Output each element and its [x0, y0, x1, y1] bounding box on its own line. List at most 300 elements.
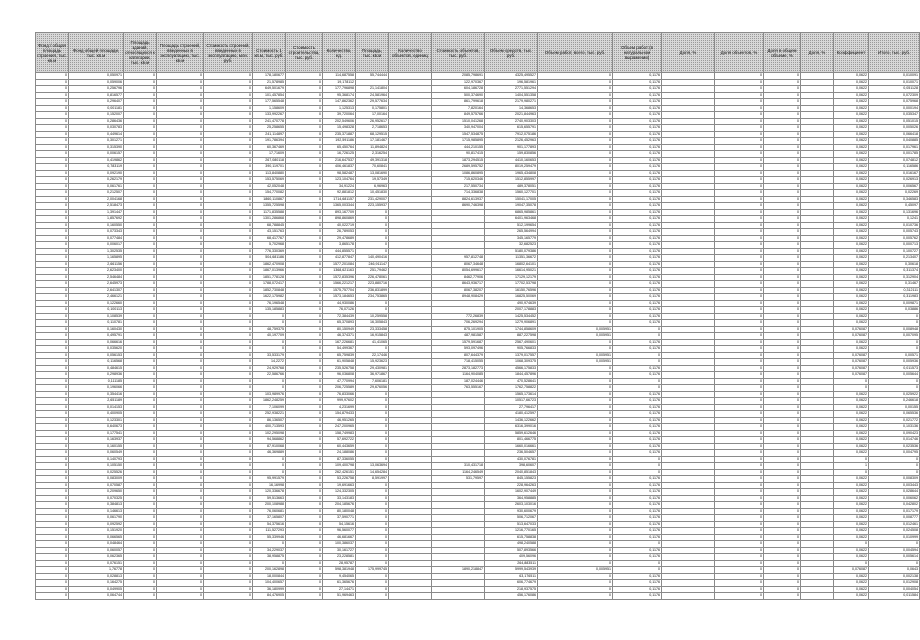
table-cell[interactable]: 1860,110867	[253, 196, 286, 203]
table-cell[interactable]: 0	[204, 157, 253, 164]
table-cell[interactable]: 715,620346	[432, 177, 485, 184]
table-cell[interactable]: 0,160550	[69, 222, 124, 229]
table-cell[interactable]	[662, 593, 715, 600]
table-cell[interactable]: 0,014153	[69, 404, 124, 411]
table-cell[interactable]: 0	[764, 229, 801, 236]
table-cell[interactable]: 0,00155	[869, 404, 920, 411]
table-cell[interactable]: 0	[253, 463, 286, 470]
table-cell[interactable]: 0,000713	[869, 242, 920, 249]
table-cell[interactable]: 0	[356, 430, 389, 437]
table-cell[interactable]: 0	[764, 573, 801, 580]
table-cell[interactable]: 33,143183	[323, 495, 356, 502]
table-cell[interactable]: 0	[764, 593, 801, 600]
table-cell[interactable]: 593,097496	[432, 346, 485, 353]
table-cell[interactable]: 0	[715, 281, 764, 288]
table-cell[interactable]: 0	[764, 196, 801, 203]
table-cell[interactable]: 0	[715, 359, 764, 366]
table-cell[interactable]: 0	[157, 242, 204, 249]
table-cell[interactable]: 0	[36, 443, 69, 450]
table-cell[interactable]: 95,368174	[323, 92, 356, 99]
table-cell[interactable]: 0	[36, 157, 69, 164]
table-cell[interactable]: 0,213407	[869, 255, 920, 262]
table-cell[interactable]: 0	[715, 105, 764, 112]
table-cell[interactable]: 0	[36, 92, 69, 99]
table-cell[interactable]: 231,429007	[356, 196, 389, 203]
table-cell[interactable]: 1565,173614	[485, 391, 538, 398]
table-cell[interactable]: 0,1176	[613, 157, 662, 164]
table-cell[interactable]: 0	[157, 515, 204, 522]
table-cell[interactable]: 0	[356, 417, 389, 424]
table-cell[interactable]: 111,527293	[253, 528, 286, 535]
table-cell[interactable]: 0	[538, 313, 613, 320]
table-cell[interactable]: 1404,551358	[485, 92, 538, 99]
table-cell[interactable]: 187,024446	[432, 378, 485, 385]
table-cell[interactable]: 53,226758	[323, 476, 356, 483]
table-cell[interactable]: 0	[715, 463, 764, 470]
table-cell[interactable]: 0	[715, 502, 764, 509]
table-cell[interactable]: 0,0622	[834, 138, 869, 145]
table-cell[interactable]: 0	[124, 222, 157, 229]
table-cell[interactable]: 0	[764, 554, 801, 561]
table-cell[interactable]: 1890,218847	[432, 567, 485, 574]
table-cell[interactable]: 0	[538, 99, 613, 106]
table-cell[interactable]: 0,0622	[834, 222, 869, 229]
table-cell[interactable]: 0	[715, 177, 764, 184]
table-cell[interactable]: 0	[834, 456, 869, 463]
table-cell[interactable]: 0,090423	[869, 430, 920, 437]
table-cell[interactable]: 0	[356, 216, 389, 223]
table-cell[interactable]: 0	[204, 450, 253, 457]
table-cell[interactable]: 0	[538, 177, 613, 184]
table-cell[interactable]: 0	[36, 541, 69, 548]
table-cell[interactable]: 1575,757704	[323, 287, 356, 294]
table-cell[interactable]: 0	[764, 528, 801, 535]
table-cell[interactable]: 0	[253, 541, 286, 548]
table-cell[interactable]: 0,783119	[69, 164, 124, 171]
table-cell[interactable]: 0	[253, 313, 286, 320]
table-cell[interactable]: 0	[204, 417, 253, 424]
table-cell[interactable]: 0	[764, 164, 801, 171]
table-cell[interactable]: 0,1176	[613, 86, 662, 93]
table-cell[interactable]: 154,879433	[323, 411, 356, 418]
table-cell[interactable]: 0	[538, 339, 613, 346]
table-cell[interactable]: 0,0622	[834, 554, 869, 561]
table-cell[interactable]: 0	[124, 456, 157, 463]
table-cell[interactable]: 177,796898	[323, 86, 356, 93]
table-cell[interactable]: 6401,963468	[485, 216, 538, 223]
table-cell[interactable]: 0	[538, 456, 613, 463]
table-cell[interactable]: 0,1176	[613, 443, 662, 450]
table-cell[interactable]: 49,391318	[356, 157, 389, 164]
table-cell[interactable]: 0	[538, 476, 613, 483]
table-cell[interactable]: 0	[124, 424, 157, 431]
table-cell[interactable]: 153,575069	[253, 177, 286, 184]
table-cell[interactable]: 0,31467	[869, 281, 920, 288]
table-cell[interactable]: 0,1176	[613, 79, 662, 86]
table-cell[interactable]: 1164,246549	[432, 469, 485, 476]
table-cell[interactable]: 65,450764	[323, 144, 356, 151]
table-cell[interactable]: 0	[764, 463, 801, 470]
table-cell[interactable]: 0	[204, 79, 253, 86]
table-cell[interactable]: 0,03886	[869, 307, 920, 314]
table-cell[interactable]: 0	[869, 541, 920, 548]
table-cell[interactable]: 1788,072417	[253, 281, 286, 288]
table-cell[interactable]: 0,017179	[869, 508, 920, 515]
table-cell[interactable]: 0,0622	[834, 339, 869, 346]
table-cell[interactable]: 0	[157, 489, 204, 496]
table-cell[interactable]: 0	[157, 378, 204, 385]
table-cell[interactable]: 0	[36, 391, 69, 398]
table-cell[interactable]: 0	[204, 190, 253, 197]
table-cell[interactable]: 0,0622	[834, 476, 869, 483]
table-cell[interactable]: 2,623400	[69, 268, 124, 275]
table-cell[interactable]: 0	[286, 411, 323, 418]
table-cell[interactable]: 0	[36, 398, 69, 405]
table-cell[interactable]: 0,1176	[613, 92, 662, 99]
table-cell[interactable]: 0,006062	[869, 495, 920, 502]
table-cell[interactable]: 0,400905	[69, 411, 124, 418]
table-cell[interactable]: 10,451830	[356, 190, 389, 197]
table-cell[interactable]: 0	[764, 248, 801, 255]
table-cell[interactable]: 0,1176	[613, 307, 662, 314]
table-cell[interactable]: 252,938221	[253, 411, 286, 418]
table-cell[interactable]: 0	[36, 164, 69, 171]
table-cell[interactable]: 0	[538, 372, 613, 379]
table-cell[interactable]: 1844,457896	[485, 372, 538, 379]
table-cell[interactable]: 0	[715, 437, 764, 444]
table-cell[interactable]: 0	[715, 248, 764, 255]
table-cell[interactable]: 16802,64101	[485, 261, 538, 268]
table-cell[interactable]: 17,71609	[253, 151, 286, 158]
table-cell[interactable]: 0,006157	[69, 151, 124, 158]
table-cell[interactable]: 0,028813	[69, 573, 124, 580]
table-cell[interactable]: 0	[715, 313, 764, 320]
table-cell[interactable]: 0	[204, 203, 253, 210]
table-cell[interactable]: 0	[124, 502, 157, 509]
table-cell[interactable]: 0	[538, 417, 613, 424]
table-cell[interactable]: 0	[204, 515, 253, 522]
table-cell[interactable]: 6316,399016	[485, 424, 538, 431]
table-cell[interactable]: 506,712067	[485, 515, 538, 522]
table-cell[interactable]: 0	[764, 339, 801, 346]
table-cell[interactable]: 0	[157, 326, 204, 333]
table-cell[interactable]: 0	[356, 554, 389, 561]
table-cell[interactable]: 226,478061	[356, 274, 389, 281]
table-cell[interactable]: 0	[538, 151, 613, 158]
table-cell[interactable]: 0	[204, 359, 253, 366]
table-cell[interactable]: 0,108539	[69, 313, 124, 320]
table-cell[interactable]: 0,008948	[869, 326, 920, 333]
table-cell[interactable]: 0	[124, 554, 157, 561]
table-cell[interactable]: 0	[124, 489, 157, 496]
table-cell[interactable]: 0	[286, 79, 323, 86]
table-cell[interactable]: 0	[157, 274, 204, 281]
table-cell[interactable]: 0	[538, 196, 613, 203]
table-cell[interactable]: 0,074812	[869, 157, 920, 164]
table-cell[interactable]: 0	[764, 261, 801, 268]
table-cell[interactable]: 36,180999	[253, 586, 286, 593]
table-cell[interactable]: 1862,470908	[253, 261, 286, 268]
table-cell[interactable]: 0	[36, 235, 69, 242]
table-cell[interactable]: 598,381948	[323, 567, 356, 574]
table-cell[interactable]: 0	[538, 79, 613, 86]
table-cell[interactable]: 0	[36, 359, 69, 366]
table-cell[interactable]: 54,375616	[253, 521, 286, 528]
table-cell[interactable]: 0	[157, 157, 204, 164]
table-cell[interactable]: 27,796417	[485, 404, 538, 411]
table-cell[interactable]: 5999,543939	[485, 567, 538, 574]
table-cell[interactable]: 0	[764, 521, 801, 528]
table-cell[interactable]: 0	[715, 469, 764, 476]
table-cell[interactable]: 0	[36, 294, 69, 301]
table-cell[interactable]: 0	[764, 118, 801, 125]
table-cell[interactable]: 0	[356, 508, 389, 515]
table-cell[interactable]: 0	[204, 424, 253, 431]
table-cell[interactable]: 51,969463	[323, 593, 356, 600]
table-cell[interactable]: 4325,495527	[485, 73, 538, 80]
table-cell[interactable]: 1164,904085	[432, 372, 485, 379]
table-cell[interactable]: 0	[715, 125, 764, 132]
table-cell[interactable]: 0	[253, 378, 286, 385]
table-cell[interactable]: 28,95787	[323, 560, 356, 567]
table-cell[interactable]: 0,0622	[834, 586, 869, 593]
table-cell[interactable]: 0	[157, 229, 204, 236]
table-cell[interactable]: 0	[538, 183, 613, 190]
table-cell[interactable]: 102,295098	[253, 430, 286, 437]
table-cell[interactable]: 875,101905	[432, 326, 485, 333]
table-cell[interactable]: 0	[204, 378, 253, 385]
table-cell[interactable]: 0,1176	[613, 437, 662, 444]
table-cell[interactable]: 61,365676	[323, 580, 356, 587]
table-cell[interactable]: 0	[286, 573, 323, 580]
table-cell[interactable]: 0	[253, 320, 286, 327]
table-cell[interactable]: 0	[204, 151, 253, 158]
table-cell[interactable]: 0,083009	[69, 476, 124, 483]
table-cell[interactable]: 0,1176	[613, 183, 662, 190]
table-cell[interactable]: 1216,770165	[485, 528, 538, 535]
table-cell[interactable]: 0	[157, 313, 204, 320]
table-cell[interactable]: 0	[286, 216, 323, 223]
table-cell[interactable]: 0	[715, 495, 764, 502]
table-cell[interactable]: 0	[157, 502, 204, 509]
table-cell[interactable]: 0,017961	[869, 144, 920, 151]
table-cell[interactable]: 0	[124, 437, 157, 444]
table-cell[interactable]: 0	[204, 274, 253, 281]
table-cell[interactable]: 0	[253, 469, 286, 476]
table-cell[interactable]: 0	[157, 463, 204, 470]
table-cell[interactable]: 0	[715, 346, 764, 353]
table-cell[interactable]: 0	[715, 580, 764, 587]
table-cell[interactable]: 0,296407	[69, 99, 124, 106]
table-cell[interactable]: 0,1176	[613, 170, 662, 177]
table-cell[interactable]: 0	[715, 261, 764, 268]
table-cell[interactable]: 0	[124, 417, 157, 424]
table-cell[interactable]: 16,915843	[356, 333, 389, 340]
table-cell[interactable]: 0	[715, 398, 764, 405]
table-cell[interactable]: 0	[286, 73, 323, 80]
table-cell[interactable]: 0,070587	[69, 482, 124, 489]
table-cell[interactable]: 14,654284	[356, 469, 389, 476]
table-cell[interactable]: 0	[764, 235, 801, 242]
table-cell[interactable]: 0	[204, 92, 253, 99]
table-cell[interactable]: 0	[157, 541, 204, 548]
table-cell[interactable]: 0	[286, 346, 323, 353]
table-cell[interactable]: 0	[204, 326, 253, 333]
table-cell[interactable]: 0	[764, 255, 801, 262]
table-cell[interactable]: 0	[157, 138, 204, 145]
table-cell[interactable]: 999,97602	[323, 398, 356, 405]
table-cell[interactable]: 0,0622	[834, 177, 869, 184]
table-cell[interactable]: 0	[204, 287, 253, 294]
table-cell[interactable]: 2,004168	[69, 196, 124, 203]
table-cell[interactable]: 0	[204, 294, 253, 301]
table-cell[interactable]: 0	[286, 586, 323, 593]
table-cell[interactable]: 10517,66723	[485, 398, 538, 405]
table-cell[interactable]: 0	[538, 528, 613, 535]
table-cell[interactable]: 0	[869, 320, 920, 327]
table-cell[interactable]: 0	[356, 222, 389, 229]
table-cell[interactable]: 456,176086	[485, 593, 538, 600]
table-cell[interactable]: 0	[204, 398, 253, 405]
table-cell[interactable]: 0	[538, 573, 613, 580]
table-cell[interactable]: 0	[764, 333, 801, 340]
table-cell[interactable]: 0,073343	[69, 229, 124, 236]
table-cell[interactable]: 0	[538, 450, 613, 457]
table-cell[interactable]: 0	[157, 183, 204, 190]
table-cell[interactable]: 0,0622	[834, 125, 869, 132]
table-cell[interactable]: 17,00164	[356, 112, 389, 119]
table-cell[interactable]: 0,0622	[834, 190, 869, 197]
table-cell[interactable]: 0,010736	[869, 222, 920, 229]
table-cell[interactable]: 2126,452963	[485, 138, 538, 145]
table-cell[interactable]: 87,336055	[323, 456, 356, 463]
table-cell[interactable]: 0	[204, 313, 253, 320]
table-cell[interactable]: 0	[356, 456, 389, 463]
table-cell[interactable]: 0	[286, 170, 323, 177]
table-cell[interactable]: 0	[764, 242, 801, 249]
table-cell[interactable]: 0,0622	[834, 196, 869, 203]
table-cell[interactable]: 8824,613937	[432, 196, 485, 203]
table-cell[interactable]: 0	[36, 346, 69, 353]
table-cell[interactable]: 3,865178	[323, 242, 356, 249]
table-cell[interactable]: 0	[157, 92, 204, 99]
table-cell[interactable]: 0,016167	[869, 170, 920, 177]
table-cell[interactable]: 0	[538, 580, 613, 587]
table-cell[interactable]: 0	[286, 99, 323, 106]
table-cell[interactable]: 0,212507	[69, 190, 124, 197]
table-cell[interactable]: 0	[204, 385, 253, 392]
table-cell[interactable]: 0,0622	[834, 229, 869, 236]
table-cell[interactable]: 0,1241	[869, 216, 920, 223]
table-cell[interactable]: 0	[36, 112, 69, 119]
table-cell[interactable]: 0	[613, 326, 662, 333]
table-cell[interactable]: 0,209650	[69, 489, 124, 496]
table-cell[interactable]: 26,789053	[323, 229, 356, 236]
table-cell[interactable]: 0	[286, 274, 323, 281]
table-cell[interactable]: 0,0622	[834, 287, 869, 294]
table-cell[interactable]: 0	[204, 456, 253, 463]
table-cell[interactable]: 0	[204, 131, 253, 138]
table-cell[interactable]: 0	[715, 99, 764, 106]
table-cell[interactable]: 0	[124, 268, 157, 275]
table-cell[interactable]: 1,302535	[69, 248, 124, 255]
table-cell[interactable]: 0	[157, 424, 204, 431]
table-cell[interactable]: 0	[253, 560, 286, 567]
table-cell[interactable]: 0	[286, 502, 323, 509]
table-cell[interactable]: 0	[36, 404, 69, 411]
table-cell[interactable]: 68,129515	[356, 131, 389, 138]
table-cell[interactable]: 0	[36, 307, 69, 314]
table-cell[interactable]: 0,419862	[69, 157, 124, 164]
table-cell[interactable]: 0,1176	[613, 216, 662, 223]
table-cell[interactable]: 0,100727	[869, 248, 920, 255]
table-cell[interactable]: 531,79597	[432, 476, 485, 483]
table-cell[interactable]: 0	[36, 469, 69, 476]
table-cell[interactable]: 0	[204, 235, 253, 242]
table-cell[interactable]: 444,855571	[323, 248, 356, 255]
table-cell[interactable]: 0,1176	[613, 300, 662, 307]
table-cell[interactable]: 0	[286, 391, 323, 398]
table-cell[interactable]: 0	[157, 105, 204, 112]
table-cell[interactable]: 0	[204, 495, 253, 502]
table-cell[interactable]: 0,0622	[834, 131, 869, 138]
table-cell[interactable]: 0	[538, 73, 613, 80]
table-cell[interactable]: 0,076087	[834, 333, 869, 340]
table-cell[interactable]: 1,76778	[69, 567, 124, 574]
table-cell[interactable]: 0	[286, 476, 323, 483]
table-cell[interactable]: 0,0622	[834, 437, 869, 444]
table-cell[interactable]: 2,645973	[69, 281, 124, 288]
table-cell[interactable]: 17129,12179	[485, 274, 538, 281]
table-cell[interactable]: 0	[124, 404, 157, 411]
table-cell[interactable]: 0,1176	[613, 229, 662, 236]
table-cell[interactable]: 5859,612646	[485, 430, 538, 437]
table-cell[interactable]: 0	[356, 248, 389, 255]
table-cell[interactable]: 0,028644	[869, 489, 920, 496]
table-cell[interactable]: 0,1176	[613, 580, 662, 587]
table-cell[interactable]: 845,155823	[485, 476, 538, 483]
table-cell[interactable]: 0,175801	[356, 105, 389, 112]
table-cell[interactable]: 0,02269	[869, 190, 920, 197]
table-cell[interactable]: 1,158609	[253, 105, 286, 112]
table-cell[interactable]: 159,830856	[485, 151, 538, 158]
table-cell[interactable]: 0,1176	[613, 502, 662, 509]
table-cell[interactable]: 0	[764, 268, 801, 275]
table-cell[interactable]: 0	[36, 216, 69, 223]
table-cell[interactable]: 0,1176	[613, 489, 662, 496]
table-cell[interactable]: 1762,758822	[485, 385, 538, 392]
table-cell[interactable]: 16,16998	[253, 482, 286, 489]
table-cell[interactable]: 0	[124, 521, 157, 528]
table-cell[interactable]: 0,0622	[834, 105, 869, 112]
table-cell[interactable]: 0	[36, 242, 69, 249]
table-cell[interactable]: 1355,725598	[253, 203, 286, 210]
table-cell[interactable]: 0,1176	[613, 261, 662, 268]
table-cell[interactable]: 0	[157, 476, 204, 483]
table-cell[interactable]: 0,384813	[69, 502, 124, 509]
table-cell[interactable]: 893,167709	[323, 209, 356, 216]
table-cell[interactable]: 13,081690	[356, 170, 389, 177]
table-cell[interactable]: 0	[538, 482, 613, 489]
table-cell[interactable]: 22,586766	[253, 372, 286, 379]
table-cell[interactable]: 0,311983	[869, 294, 920, 301]
table-cell[interactable]: 0	[715, 424, 764, 431]
table-cell[interactable]: 7912,075186	[485, 131, 538, 138]
table-cell[interactable]: 504,681186	[253, 255, 286, 262]
table-cell[interactable]: 200,108988	[253, 502, 286, 509]
table-cell[interactable]: 807,644379	[432, 352, 485, 359]
table-cell[interactable]: 0	[36, 170, 69, 177]
